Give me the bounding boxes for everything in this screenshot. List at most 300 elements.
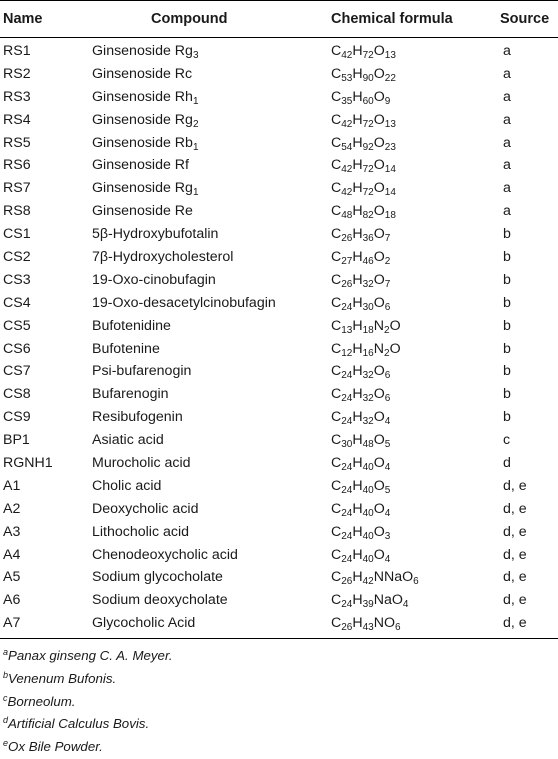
formula-element: C — [331, 249, 342, 266]
formula-element: C — [331, 340, 342, 357]
formula-count: 35 — [341, 95, 353, 107]
cell-formula — [331, 223, 390, 246]
cell-compound — [92, 498, 198, 521]
table-row — [0, 154, 558, 177]
cell-compound — [92, 521, 189, 544]
cell-formula — [331, 544, 390, 567]
cell-formula — [331, 200, 396, 223]
cell-name: CS6 — [3, 340, 31, 357]
formula-count: 40 — [362, 507, 374, 519]
formula-element: H — [352, 592, 363, 609]
formula-count: 24 — [341, 462, 353, 474]
formula-element: NNaO — [373, 569, 414, 586]
cell-source: b — [503, 226, 511, 243]
formula-count: 60 — [362, 95, 374, 107]
formula-count: 46 — [362, 256, 374, 268]
cell-formula — [331, 63, 396, 86]
table-header-row — [0, 0, 558, 38]
cell-name: A3 — [3, 523, 21, 540]
table-row — [0, 132, 558, 155]
formula-count: 90 — [362, 72, 374, 84]
cell-formula — [331, 154, 396, 177]
formula-count: 12 — [341, 347, 353, 359]
cell-name: A2 — [3, 500, 21, 517]
table-row — [0, 383, 558, 406]
formula-count: 39 — [362, 599, 374, 611]
cell-formula — [331, 406, 390, 429]
cell-source: b — [503, 294, 511, 311]
compound-name: Ginsenoside Rf — [92, 157, 189, 174]
formula-count: 6 — [395, 622, 401, 634]
formula-element: C — [331, 477, 342, 494]
compound-name: Sodium deoxycholate — [92, 592, 228, 609]
cell-name: RGNH1 — [3, 455, 53, 472]
formula-count: 4 — [384, 416, 391, 428]
formula-element: H — [352, 615, 363, 632]
cell-compound — [92, 338, 160, 361]
cell-formula — [331, 338, 401, 361]
formula-element: C — [331, 157, 342, 174]
footnote-mark: c — [3, 692, 8, 703]
cell-formula — [331, 589, 408, 612]
formula-count: 24 — [341, 416, 353, 428]
cell-compound — [92, 269, 216, 292]
cell-source: b — [503, 363, 511, 380]
compound-name: Ginsenoside Rg — [92, 180, 193, 197]
cell-compound — [92, 360, 191, 383]
formula-count: 26 — [341, 278, 353, 290]
formula-element: C — [331, 180, 342, 197]
table-row — [0, 429, 558, 452]
formula-element: O — [373, 249, 385, 266]
cell-compound — [92, 406, 183, 429]
formula-element: C — [331, 500, 342, 517]
formula-element: O — [373, 523, 385, 540]
formula-count: 22 — [384, 72, 396, 84]
table-row — [0, 475, 558, 498]
cell-source: d, e — [503, 569, 527, 586]
footnote — [3, 645, 558, 668]
formula-count: 2 — [384, 347, 390, 359]
formula-count: 24 — [341, 599, 353, 611]
compound-name: 19-Oxo-cinobufagin — [92, 271, 216, 288]
cell-compound — [92, 452, 191, 475]
formula-element: C — [331, 569, 342, 586]
cell-formula — [331, 566, 419, 589]
footnote-text: Ox Bile Powder. — [8, 739, 103, 755]
formula-element: C — [331, 43, 342, 59]
compound-name: Ginsenoside Rg — [92, 43, 193, 59]
formula-element: NO — [373, 615, 396, 632]
compound-name: Ginsenoside Rh — [92, 88, 193, 105]
cell-compound — [92, 223, 218, 246]
cell-formula — [331, 612, 401, 635]
formula-element: H — [352, 455, 363, 472]
footnote — [3, 668, 558, 691]
formula-count: 30 — [341, 439, 353, 451]
formula-count: 24 — [341, 393, 353, 405]
cell-name: CS8 — [3, 386, 31, 403]
cell-formula — [331, 269, 390, 292]
compound-name: Bufarenogin — [92, 386, 169, 403]
footnote — [3, 691, 558, 714]
cell-source: a — [503, 43, 511, 59]
formula-count: 72 — [362, 118, 374, 130]
header-name: Name — [3, 11, 43, 27]
formula-count: 24 — [341, 530, 353, 542]
cell-name: CS4 — [3, 294, 31, 311]
formula-element: C — [331, 134, 342, 151]
cell-name: A7 — [3, 615, 21, 632]
cell-source: a — [503, 65, 511, 82]
formula-element: O — [373, 294, 385, 311]
compound-name: 19-Oxo-desacetylcinobufagin — [92, 294, 276, 311]
formula-element: O — [373, 65, 385, 82]
compound-name: 5β-Hydroxybufotalin — [92, 226, 219, 243]
cell-source: b — [503, 271, 511, 288]
cell-source: d, e — [503, 523, 527, 540]
footnote — [3, 713, 558, 736]
bottom-rule — [0, 638, 558, 639]
formula-element: O — [373, 455, 385, 472]
cell-compound — [92, 246, 233, 269]
cell-compound — [92, 566, 223, 589]
footnote-text: Borneolum. — [7, 693, 76, 709]
formula-element: O — [373, 180, 385, 197]
cell-name: CS5 — [3, 317, 31, 334]
formula-element: H — [352, 157, 363, 174]
formula-element: NaO — [373, 592, 403, 609]
formula-count: 32 — [362, 393, 374, 405]
table-row — [0, 86, 558, 109]
formula-count: 92 — [362, 141, 374, 153]
compound-name: Murocholic acid — [92, 455, 191, 472]
cell-name: RS2 — [3, 65, 31, 82]
table-body — [0, 38, 558, 635]
cell-formula — [331, 521, 390, 544]
table-row — [0, 292, 558, 315]
cell-compound — [92, 200, 193, 223]
cell-source: d, e — [503, 477, 527, 494]
compound-name: Psi-bufarenogin — [92, 363, 192, 380]
cell-formula — [331, 429, 390, 452]
formula-count: 82 — [362, 210, 374, 222]
formula-count: 18 — [384, 210, 396, 222]
formula-count: 24 — [341, 301, 353, 313]
cell-formula — [331, 475, 390, 498]
formula-count: 48 — [341, 210, 353, 222]
table-row — [0, 40, 558, 63]
compound-name: Ginsenoside Rg — [92, 111, 193, 128]
formula-count: 40 — [362, 484, 374, 496]
formula-element: O — [373, 386, 385, 403]
formula-count: 26 — [341, 622, 353, 634]
compound-name: Bufotenine — [92, 340, 160, 357]
footnote — [3, 736, 558, 759]
cell-name: CS9 — [3, 409, 31, 426]
cell-name: RS7 — [3, 180, 31, 197]
footnote-mark: b — [3, 669, 9, 680]
formula-element: C — [331, 615, 342, 632]
header-formula: Chemical formula — [331, 11, 453, 27]
formula-element: O — [389, 317, 401, 334]
compound-name: Glycocholic Acid — [92, 615, 196, 632]
formula-count: 7 — [384, 233, 391, 245]
compound-name: Ginsenoside Re — [92, 203, 193, 220]
formula-element: H — [352, 226, 363, 243]
formula-count: 72 — [362, 187, 374, 199]
cell-source: d — [503, 455, 511, 472]
formula-element: C — [331, 386, 342, 403]
formula-element: H — [352, 569, 363, 586]
formula-count: 24 — [341, 370, 353, 382]
formula-count: 32 — [362, 370, 374, 382]
formula-count: 42 — [341, 164, 353, 176]
footnote-text: Artificial Calculus Bovis. — [8, 716, 150, 732]
formula-count: 4 — [384, 553, 391, 565]
cell-source: a — [503, 157, 511, 174]
formula-element: O — [373, 546, 385, 563]
footnote-mark: e — [3, 738, 9, 749]
cell-compound — [92, 177, 199, 200]
cell-compound — [92, 544, 238, 567]
footnote-text: Panax ginseng C. A. Meyer. — [8, 648, 173, 663]
formula-element: C — [331, 409, 342, 426]
cell-compound — [92, 154, 189, 177]
formula-element: H — [352, 546, 363, 563]
compound-name: Resibufogenin — [92, 409, 183, 426]
formula-count: 6 — [384, 393, 391, 405]
cell-source: b — [503, 340, 511, 357]
table-row — [0, 200, 558, 223]
formula-count: 24 — [341, 553, 353, 565]
cell-name: A1 — [3, 477, 21, 494]
table-row — [0, 544, 558, 567]
formula-count: 42 — [341, 187, 353, 199]
cell-compound — [92, 132, 199, 155]
compound-name: Cholic acid — [92, 477, 162, 494]
cell-source: d, e — [503, 546, 527, 563]
table-row — [0, 269, 558, 292]
formula-element: H — [352, 500, 363, 517]
formula-count: 13 — [341, 324, 353, 336]
formula-element: H — [352, 65, 363, 82]
formula-count: 27 — [341, 256, 353, 268]
cell-name: CS3 — [3, 271, 31, 288]
formula-count: 14 — [384, 187, 396, 199]
cell-formula — [331, 383, 390, 406]
formula-element: H — [352, 409, 363, 426]
formula-element: H — [352, 180, 363, 197]
table-row — [0, 566, 558, 589]
formula-count: 13 — [384, 50, 396, 61]
formula-element: O — [373, 88, 385, 105]
compound-name: Deoxycholic acid — [92, 500, 199, 517]
cell-source: b — [503, 386, 511, 403]
formula-element: C — [331, 432, 342, 449]
footnotes — [0, 645, 558, 759]
table-row — [0, 315, 558, 338]
formula-count: 40 — [362, 530, 374, 542]
formula-count: 3 — [384, 530, 391, 542]
formula-count: 7 — [384, 278, 391, 290]
formula-element: O — [373, 477, 385, 494]
cell-name: RS4 — [3, 111, 31, 128]
table-row — [0, 498, 558, 521]
cell-formula — [331, 315, 401, 338]
cell-source: a — [503, 134, 511, 151]
formula-element: C — [331, 271, 342, 288]
formula-element: O — [373, 226, 385, 243]
cell-formula — [331, 292, 390, 315]
cell-formula — [331, 452, 390, 475]
formula-count: 53 — [341, 72, 353, 84]
compound-subscript: 1 — [192, 187, 199, 199]
formula-element: H — [352, 111, 363, 128]
compound-name: 7β-Hydroxycholesterol — [92, 249, 234, 266]
formula-element: C — [331, 455, 342, 472]
footnote-text: Venenum Bufonis. — [8, 670, 117, 686]
formula-element: H — [352, 477, 363, 494]
formula-count: 42 — [341, 50, 353, 61]
formula-element: O — [389, 340, 401, 357]
formula-element: H — [352, 523, 363, 540]
formula-element: N — [373, 340, 384, 357]
table-row — [0, 246, 558, 269]
formula-element: C — [331, 203, 342, 220]
formula-count: 40 — [362, 553, 374, 565]
cell-name: RS6 — [3, 157, 31, 174]
cell-source: a — [503, 88, 511, 105]
cell-compound — [92, 86, 199, 109]
formula-element: H — [352, 363, 363, 380]
formula-count: 30 — [362, 301, 374, 313]
formula-element: C — [331, 546, 342, 563]
cell-formula — [331, 109, 396, 132]
formula-element: O — [373, 134, 385, 151]
formula-count: 43 — [362, 622, 374, 634]
formula-element: C — [331, 111, 342, 128]
cell-name: RS5 — [3, 134, 31, 151]
compound-name: Lithocholic acid — [92, 523, 190, 540]
cell-formula — [331, 177, 396, 200]
formula-element: H — [352, 271, 363, 288]
formula-count: 36 — [362, 233, 374, 245]
compound-subscript: 2 — [192, 118, 199, 130]
formula-count: 72 — [362, 50, 374, 61]
formula-element: O — [373, 43, 385, 59]
formula-count: 6 — [384, 301, 391, 313]
cell-source: b — [503, 409, 511, 426]
cell-formula — [331, 132, 396, 155]
formula-element: O — [373, 500, 385, 517]
table-row — [0, 612, 558, 635]
formula-count: 48 — [362, 439, 374, 451]
table-row — [0, 406, 558, 429]
cell-source: d, e — [503, 592, 527, 609]
cell-compound — [92, 429, 164, 452]
cell-compound — [92, 589, 228, 612]
table-row — [0, 452, 558, 475]
cell-source: a — [503, 180, 511, 197]
cell-name: A6 — [3, 592, 21, 609]
cell-compound — [92, 475, 161, 498]
formula-element: O — [373, 271, 385, 288]
cell-source: d, e — [503, 500, 527, 517]
table-row — [0, 109, 558, 132]
formula-count: 32 — [362, 416, 374, 428]
formula-count: 42 — [341, 118, 353, 130]
footnote-mark: a — [3, 647, 9, 657]
cell-name: CS1 — [3, 226, 31, 243]
cell-compound — [92, 292, 276, 315]
formula-element: C — [331, 317, 342, 334]
formula-count: 14 — [384, 164, 396, 176]
table-row — [0, 338, 558, 361]
table-row — [0, 360, 558, 383]
cell-compound — [92, 612, 195, 635]
cell-source: a — [503, 111, 511, 128]
formula-count: 6 — [384, 370, 391, 382]
formula-count: 5 — [384, 439, 391, 451]
cell-source: c — [503, 432, 511, 449]
formula-element: H — [352, 432, 363, 449]
cell-formula — [331, 86, 390, 109]
formula-count: 26 — [341, 233, 353, 245]
cell-source: b — [503, 249, 511, 266]
formula-count: 6 — [413, 576, 419, 588]
table-row — [0, 223, 558, 246]
footnote-mark: d — [3, 715, 9, 726]
cell-name: RS3 — [3, 88, 31, 105]
formula-element: H — [352, 43, 363, 59]
formula-element: H — [352, 88, 363, 105]
formula-count: 72 — [362, 164, 374, 176]
formula-count: 2 — [384, 256, 391, 268]
cell-compound — [92, 315, 171, 338]
formula-element: C — [331, 523, 342, 540]
formula-element: N — [373, 317, 384, 334]
formula-element: O — [373, 203, 385, 220]
compound-subscript: 1 — [192, 141, 199, 153]
cell-compound — [92, 109, 199, 132]
table-row — [0, 589, 558, 612]
compound-subscript: 3 — [192, 50, 199, 61]
cell-compound — [92, 40, 199, 63]
cell-source: b — [503, 317, 511, 334]
cell-formula — [331, 246, 390, 269]
formula-element: H — [352, 203, 363, 220]
cell-formula — [331, 360, 390, 383]
compound-name: Ginsenoside Rb — [92, 134, 193, 151]
formula-count: 5 — [384, 484, 391, 496]
formula-element: H — [352, 340, 363, 357]
formula-count: 26 — [341, 576, 353, 588]
formula-count: 4 — [402, 599, 409, 611]
formula-count: 24 — [341, 507, 353, 519]
formula-element: H — [352, 294, 363, 311]
formula-element: C — [331, 592, 342, 609]
compound-subscript: 1 — [192, 95, 199, 107]
cell-name: CS7 — [3, 363, 31, 380]
formula-count: 16 — [362, 347, 374, 359]
cell-name: BP1 — [3, 432, 30, 449]
formula-element: O — [373, 157, 385, 174]
header-source: Source — [500, 11, 550, 27]
cell-source: d, e — [503, 615, 527, 632]
table-row — [0, 177, 558, 200]
cell-formula — [331, 40, 396, 63]
